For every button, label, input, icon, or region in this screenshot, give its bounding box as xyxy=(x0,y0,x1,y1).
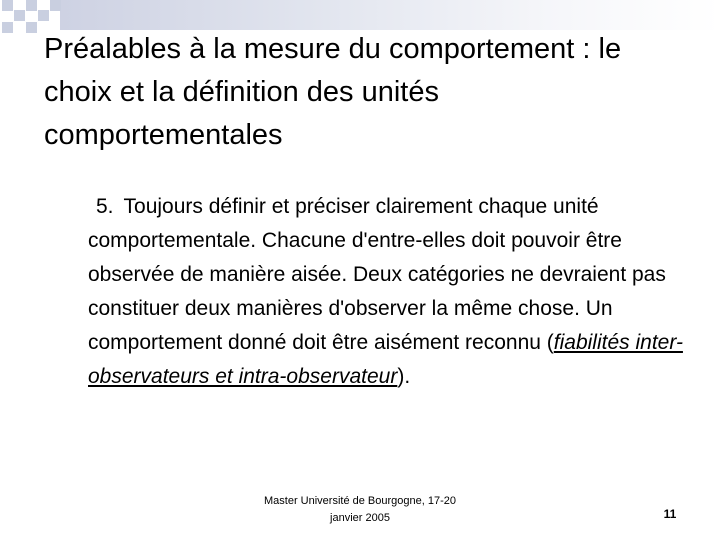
footer-line-2: janvier 2005 xyxy=(330,512,390,524)
decorative-square xyxy=(50,0,61,11)
decorative-square xyxy=(2,0,13,11)
page-number: 11 xyxy=(663,507,677,521)
list-item-number: 5. xyxy=(96,195,114,218)
decorative-square xyxy=(26,22,37,33)
decorative-gradient-band xyxy=(60,0,720,30)
decorative-square xyxy=(38,10,49,21)
decorative-square xyxy=(26,0,37,11)
slide-title: Préalables à la mesure du comportement : le choix et la définition des unités comportementales xyxy=(44,33,622,151)
underlined-term: fiabilités inter-observateurs et intra-observateur xyxy=(88,331,683,388)
body-text: Toujours définir et préciser clairement chaque unité comportementale. Chacune d'entre-elles doit pouvoir être observée de manière aisée. Deux catégories ne devraient pas constituer deux manières d'observer la même chose. Un comportement donné doit être aisément reconnu ( xyxy=(88,195,666,354)
decorative-square xyxy=(14,10,25,21)
slide-body xyxy=(88,190,713,394)
decorative-square xyxy=(2,22,13,33)
body-text-end: ). xyxy=(397,365,411,388)
footer-text xyxy=(230,493,490,527)
footer-line-1: Master Université de Bourgogne, 17-20 xyxy=(264,495,456,507)
